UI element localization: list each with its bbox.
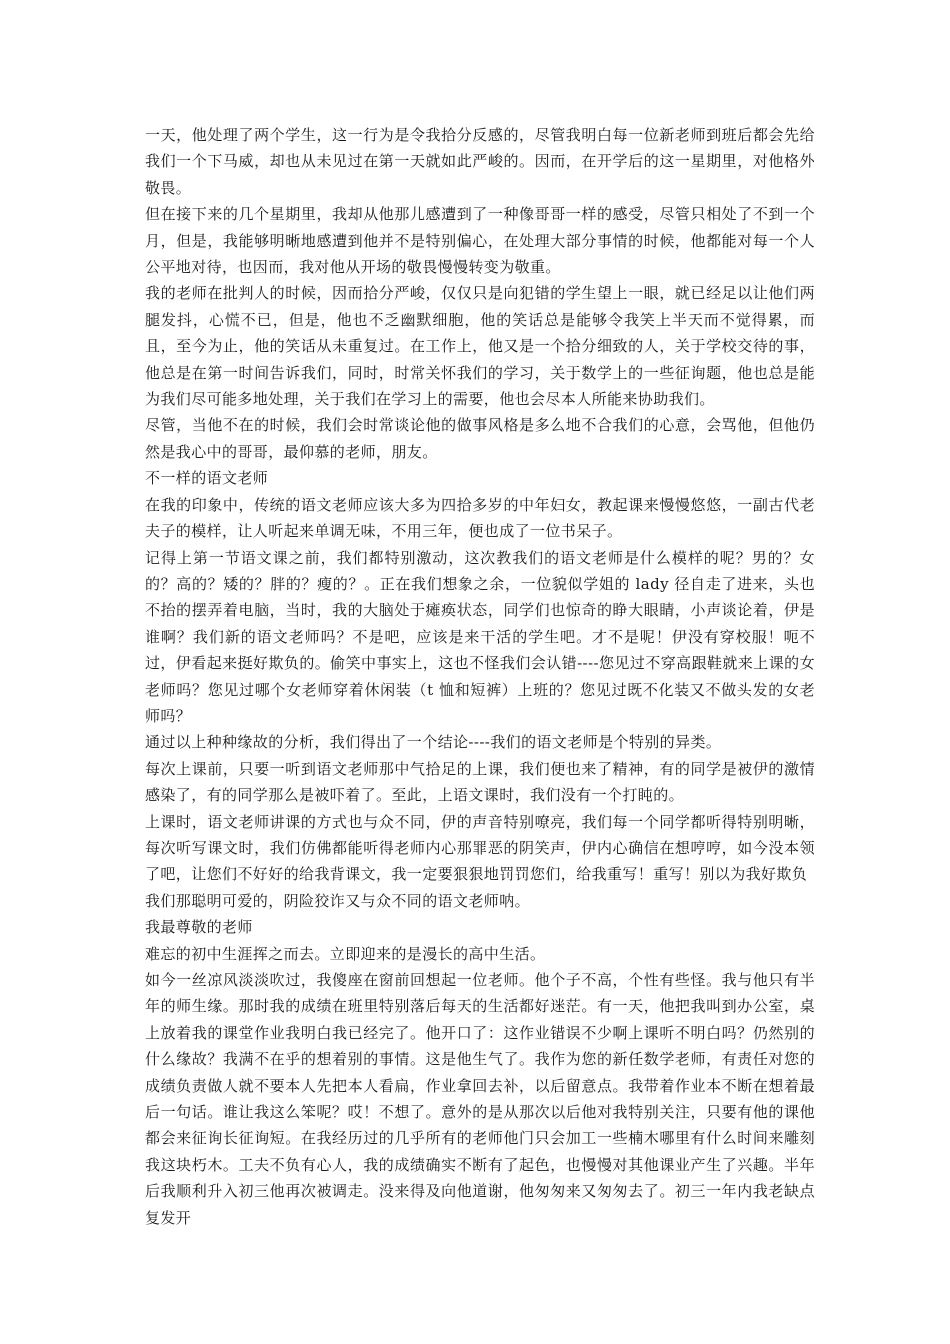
paragraph: 如今一丝凉风淡淡吹过，我傻座在窗前回想起一位老师。他个子不高，个性有些怪。我与他只有半年的师生缘。那时我的成绩在班里特别落后每天的生活都好迷茫。有一天，他把我叫到办公室，桌上放着我的课堂作业我明白我已经完了。他开口了：这作业错误不少啊上课听不明白吗？仍然别的什么缘故？我满不在乎的想着别的事情。这是他生气了。我作为您的新任数学老师，有责任对您的成绩负责做人就不要本人先把本人看扁，作业拿回去补，以后留意点。我带着作业本不断在想着最后一句话。谁让我这么笨呢？哎！不想了。意外的是从那次以后他对我特别关注，只要有他的课他都会来征询长征询短。在我经历过的几乎所有的老师他门只会加工一些楠木哪里有什么时间来雕刻我这块朽木。工夫不负有心人，我的成绩确实不断有了起色，也慢慢对其他课业产生了兴趣。半年后我顺利升入初三他再次被调走。没来得及向他道谢，他匆匆来又匆匆去了。初三一年内我老缺点复发开	[145, 971, 815, 1227]
paragraph: 上课时，语文老师讲课的方式也与众不同，伊的声音特别嘹亮，我们每一个同学都听得特别明晰，每次听写课文时，我们仿佛都能听得老师内心那罪恶的阴笑声，伊内心确信在想哼哼，如今没本领了吧，让您们不好好的给我背课文，我一定要狠狠地罚罚您们，给我重写！重写！别以为我好欺负	[145, 812, 815, 884]
section-heading: 不一样的语文老师	[145, 469, 269, 488]
paragraph: 每次上课前，只要一听到语文老师那中气拾足的上课，我们便也来了精神，有的同学是被伊的激情感染了，有的同学那么是被吓着了。至此，上语文课时，我们没有一个打盹的。	[145, 759, 815, 805]
paragraph: 我的老师在批判人的时候，因而拾分严峻，仅仅只是向犯错的学生望上一眼，就已经足以让他们两腿发抖，心慌不已，但是，他也不乏幽默细胞，他的笑话总是能够令我笑上半天而不觉得累，而且，至今为止，他的笑话从未重复过。在工作上，他又是一个拾分细致的人，关于学校交待的事，他总是在第一时间告诉我们，同时，时常关怀我们的学习，关于数学上的一些征询题，他也总是能为我们尽可能多地处理，关于我们在学习上的需要，他也会尽本人所能来协助我们。	[145, 284, 815, 409]
paragraph: 难忘的初中生涯挥之而去。立即迎来的是漫长的高中生活。	[145, 944, 546, 963]
paragraph: 通过以上种种缘故的分析，我们得出了一个结论----我们的语文老师是个特别的异类。	[145, 733, 722, 752]
paragraph: 在我的印象中，传统的语文老师应该大多为四拾多岁的中年妇女，教起课来慢慢悠悠，一副古代老夫子的模样，让人听起来单调无味，不用三年，便也成了一位书呆子。	[145, 495, 815, 541]
paragraph: 一天，他处理了两个学生，这一行为是令我拾分反感的，尽管我明白每一位新老师到班后都会先给我们一个下马威，却也从未见过在第一天就如此严峻的。因而，在开学后的这一星期里，对他格外敬畏。	[145, 126, 815, 197]
paragraph: 但在接下来的几个星期里，我却从他那儿感遭到了一种像哥哥一样的感受，尽管只相处了不到一个月，但是，我能够明晰地感遭到他并不是特别偏心，在处理大部分事情的时候，他都能对每一个人公平地对待，也因而，我对他从开场的敬畏慢慢转变为敬重。	[145, 205, 815, 277]
document-body	[145, 122, 815, 1231]
paragraph: 我们那聪明可爱的，阴险狡诈又与众不同的语文老师呐。	[145, 891, 531, 910]
section-heading: 我最尊敬的老师	[145, 918, 253, 937]
paragraph: 尽管，当他不在的时候，我们会时常谈论他的做事风格是多么地不合我们的心意，会骂他，但他仍然是我心中的哥哥，最仰慕的老师，朋友。	[145, 416, 815, 461]
paragraph: 记得上第一节语文课之前，我们都特别激动，这次教我们的语文老师是什么模样的呢？男的？女的？高的？矮的？胖的？瘦的？。正在我们想象之余，一位貌似学姐的 lady 径自走了进来，头也不抬的摆弄着电脑，当时，我的大脑处于瘫痪状态，同学们也惊奇的睁大眼睛，小声谈论着，伊是谁啊？我们新的语文老师吗？不是吧，应该是来干活的学生吧。才不是呢！伊没有穿校服！呃不过，伊看起来挺好欺负的。偷笑中事实上，这也不怪我们会认错----您见过不穿高跟鞋就来上课的女老师吗？您见过哪个女老师穿着休闲装（t 恤和短裤）上班的？您见过既不化装又不做头发的女老师吗？	[145, 548, 815, 725]
